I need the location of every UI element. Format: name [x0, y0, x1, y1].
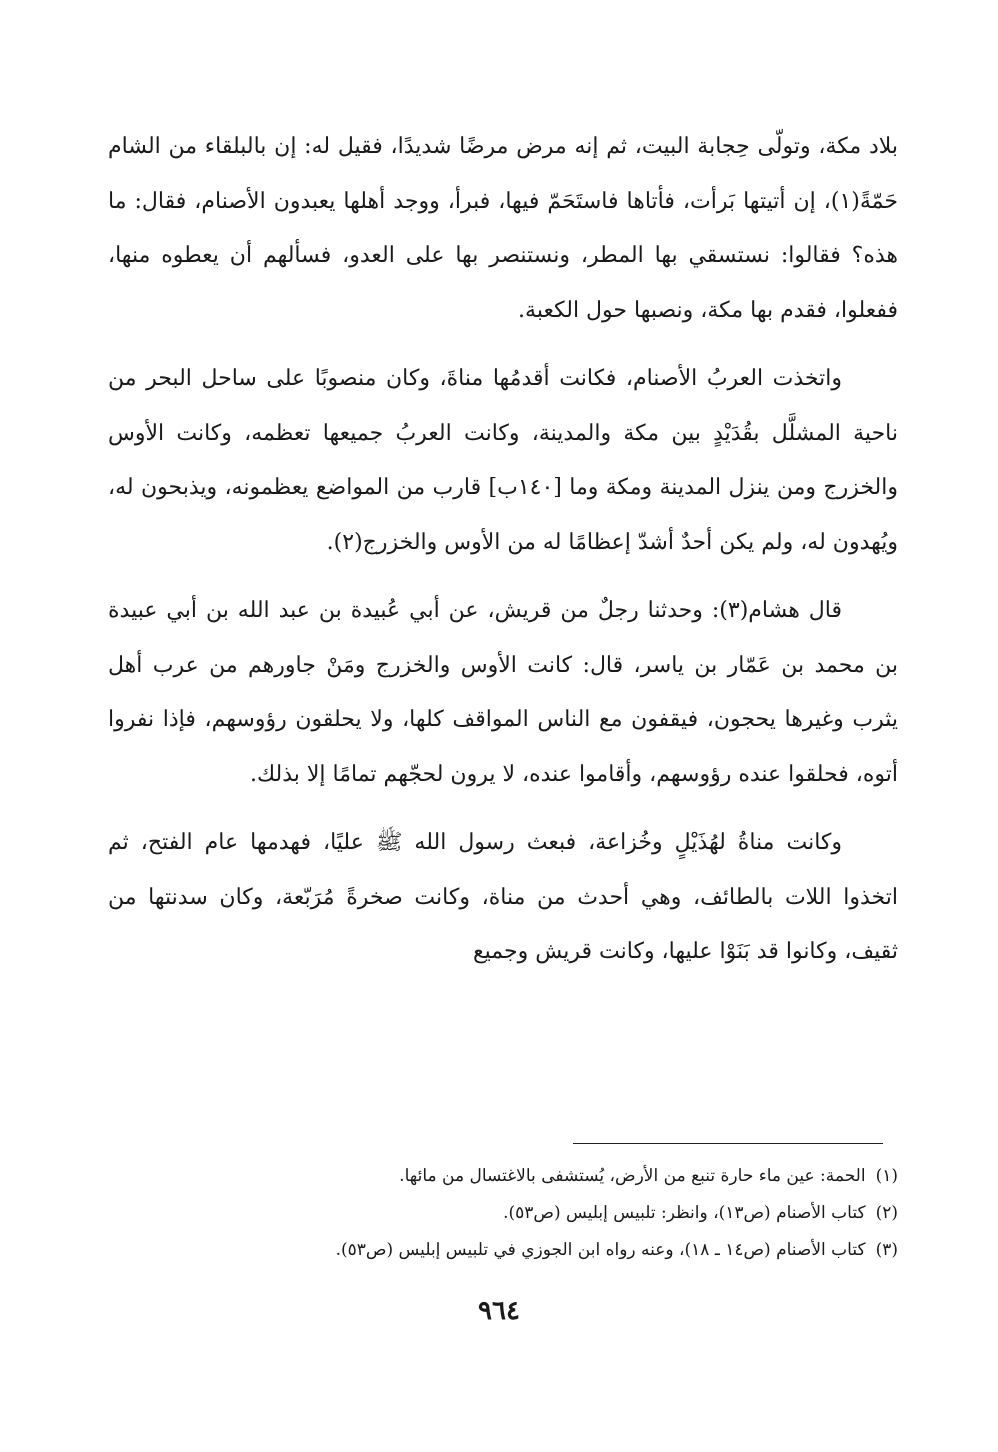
footnote-text: كتاب الأصنام (ص١٣)، وانظر: تلبيس إبليس (ص٥٣).	[503, 1203, 866, 1223]
paragraph-2: واتخذت العربُ الأصنام، فكانت أقدمُها مناةَ، وكان منصوبًا على ساحل البحر من ناحية المشلَّل بقُدَيْدٍ بين مكة والمدينة، وكانت العربُ جميعها تعظمه، وكانت الأوس والخزرج ومن ينزل المدينة ومكة وما [١٤٠ب] قارب من المواضع يعظمونه، ويذبحون له، ويُهدون له، ولم يكن أحدٌ أشدّ إعظامًا له من الأوس والخزرج(٢).	[108, 366, 898, 555]
footnote-1	[108, 1158, 898, 1195]
paragraph-1: بلاد مكة، وتولّى حِجابة البيت، ثم إنه مرض مرضًا شديدًا، فقيل له: إن بالبلقاء من الشام حَمّةً(١)، إن أتيتها بَرأت، فأتاها فاستَحَمّ فيها، فبرأ، ووجد أهلها يعبدون الأصنام، فقال: ما هذه؟ فقالوا: نستسقي بها المطر، ونستنصر بها على العدو، فسألهم أن يعطوه منها، ففعلوا، فقدم بها مكة، ونصبها حول الكعبة.	[108, 134, 898, 323]
footnote-text: كتاب الأصنام (ص١٤ ـ ١٨)، وعنه رواه ابن الجوزي في تلبيس إبليس (ص٥٣).	[335, 1240, 866, 1260]
footnote-number: (٣)	[875, 1240, 898, 1260]
footnote-3	[108, 1232, 898, 1269]
footnotes	[108, 1158, 898, 1269]
footnote-number: (١)	[875, 1166, 898, 1186]
paragraph-3: قال هشام(٣): وحدثنا رجلٌ من قريش، عن أبي عُبيدة بن عبد الله بن أبي عبيدة بن محمد بن عَمّار بن ياسر، قال: كانت الأوس والخزرج ومَنْ جاورهم من عرب أهل يثرب وغيرها يحجون، فيقفون مع الناس المواقف كلها، ولا يحلقون رؤوسهم، فإذا نفروا أتوه، فحلقوا عنده رؤوسهم، وأقاموا عنده، لا يرون لحجّهم تمامًا إلا بذلك.	[108, 598, 898, 787]
footnote-number: (٢)	[875, 1203, 898, 1223]
footnote-separator	[573, 1143, 883, 1144]
paragraph-4: وكانت مناةُ لهُذَيْلٍ وخُزاعة، فبعث رسول الله ﷺ عليًا، فهدمها عام الفتح، ثم اتخذوا اللات بالطائف، وهي أحدث من مناة، وكانت صخرةً مُرَبّعة، وكان سدنتها من ثقيف، وكانوا قد بَنَوْا عليها، وكانت قريش وجميع	[108, 830, 898, 964]
footnote-2	[108, 1195, 898, 1232]
main-text	[108, 120, 898, 994]
page-number: ٩٦٤	[478, 1296, 520, 1326]
footnote-text: الحمة: عين ماء حارة تنبع من الأرض، يُستشفى بالاغتسال من مائها.	[399, 1166, 866, 1186]
